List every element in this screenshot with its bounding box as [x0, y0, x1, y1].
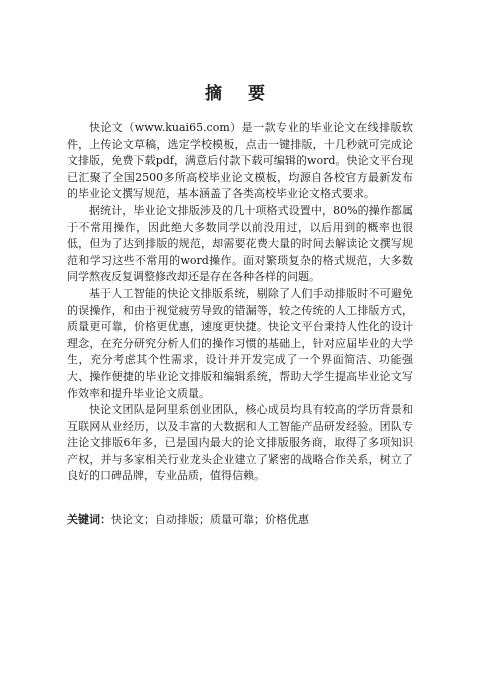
- paragraph-4: 快论文团队是阿里系创业团队，核心成员均具有较高的学历背景和互联网从业经历，以及丰富的大数据和人工智能产品研发经验。团队专注论文排版6年多，已是国内最大的论文排版服务商，取得了多项知识产权，并与多家相关行业龙头企业建立了紧密的战略合作关系，树立了良好的口碑品牌，专业品质，值得信赖。: [67, 403, 413, 483]
- keywords-line: [67, 512, 413, 528]
- keywords-text: 快论文；自动排版；质量可靠；价格优惠: [111, 513, 309, 526]
- abstract-body: [67, 120, 413, 485]
- paragraph-1: 快论文（www.kuai65.com）是一款专业的毕业论文在线排版软件，上传论文草稿，选定学校模板，点击一键排版，十几秒就可完成论文排版，免费下载pdf，满意后付款下载可编辑的word。快论文平台现已汇聚了全国2500多所高校毕业论文模板，均源自各校官方最新发布的毕业论文撰写规范，基本涵盖了各类高校毕业论文格式要求。: [67, 121, 413, 201]
- abstract-title: 摘 要: [205, 84, 275, 104]
- keywords-label: 关键词：: [67, 513, 111, 526]
- paragraph-3: 基于人工智能的快论文排版系统，剔除了人们手动排版时不可避免的误操作，和由于视觉疲劳导致的错漏等，较之传统的人工排版方式，质量更可靠，价格更优惠，速度更快捷。快论文平台秉持人性化的设计理念，在充分研究分析人们的操作习惯的基础上，针对应届毕业的大学生，充分考虑其个性需求，设计并开发完成了一个界面简洁、功能强大、操作便捷的毕业论文排版和编辑系统，帮助大学生提高毕业论文写作效率和提升毕业论文质量。: [67, 286, 413, 400]
- paragraph-2: 据统计，毕业论文排版涉及的几十项格式设置中，80%的操作都属于不常用操作，因此绝大多数同学以前没用过，以后用到的概率也很低，但为了达到排版的规范，却需要花费大量的时间去解读论文撰写规范和学习这些不常用的word操作。面对繁琐复杂的格式规范，大多数同学熬夜反复调整修改却还是存在各种各样的问题。: [67, 203, 413, 284]
